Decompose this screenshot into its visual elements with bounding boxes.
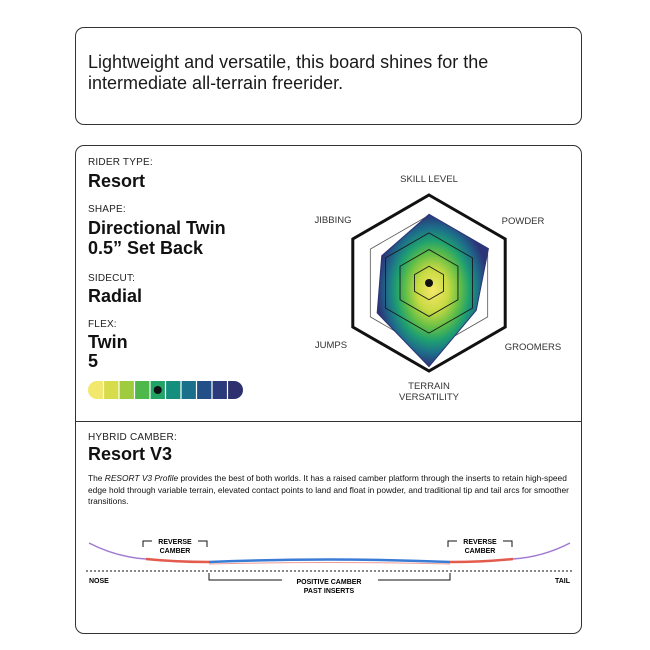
positive-camber-line (209, 560, 450, 563)
flex-value-line1: Twin (88, 332, 128, 352)
tagline-text: Lightweight and versatile, this board shines for the intermediate all-terrain freerider. (88, 52, 489, 93)
rider-type-label: RIDER TYPE: (88, 157, 153, 168)
tail-label: TAIL (554, 578, 570, 585)
camber-desc-pre: The (88, 473, 105, 483)
radar-value-shape (377, 214, 488, 366)
sidecut-label: SIDECUT: (88, 273, 136, 284)
shape-value-line2: 0.5” Set Back (88, 238, 204, 258)
flex-segment (181, 381, 197, 399)
sidecut-value: Radial (88, 286, 143, 306)
camber-profile-diagram (76, 531, 583, 606)
tail-tip-arc (513, 543, 570, 559)
shape-value-line1: Directional Twin (88, 218, 226, 238)
nose-label: NOSE (89, 578, 109, 585)
radar-center-dot (425, 279, 433, 287)
camber-desc-post: provides the best of both worlds. It has a raised camber platform through the inserts to retain high-speed edge hold through variable terrain, elevated contact points to land and float in powder, and traditional tip and tail arcs for smoother transitions. (88, 473, 569, 506)
flex-segment (135, 381, 151, 399)
specs-card (75, 145, 582, 634)
camber-desc-italic: RESORT V3 Profile (104, 473, 179, 483)
shape-label: SHAPE: (88, 204, 126, 215)
reverse-left-label-2: CAMBER (159, 548, 191, 555)
flex-rating-dot (154, 386, 162, 394)
rider-type-value: Resort (88, 171, 146, 191)
section-divider (76, 421, 581, 422)
positive-label-2: PAST INSERTS (303, 588, 355, 595)
terrain-radar-chart (301, 166, 576, 416)
flex-segment (166, 381, 182, 399)
positive-label-1: POSITIVE CAMBER (296, 579, 362, 586)
flex-rating-bar (88, 381, 243, 399)
reverse-camber-left-line (146, 559, 209, 562)
radar-axis-label: POWDER (501, 216, 545, 227)
radar-axis-label: GROOMERS (504, 342, 562, 353)
nose-tip-arc (89, 543, 146, 559)
radar-axis-label: JIBBING (314, 215, 352, 226)
radar-axis-label: SKILL LEVEL (400, 174, 458, 185)
base-line (209, 563, 450, 565)
flex-segment (228, 381, 244, 399)
radar-axis-label-line2: VERSATILITY (398, 392, 460, 403)
reverse-right-label-1: REVERSE (463, 539, 497, 546)
flex-segment (119, 381, 135, 399)
flex-label: FLEX: (88, 319, 117, 330)
flex-segment (212, 381, 228, 399)
camber-value: Resort V3 (88, 444, 173, 464)
flex-segment (88, 381, 104, 399)
radar-axis-label: TERRAIN (408, 381, 450, 392)
reverse-camber-right-line (450, 559, 513, 562)
camber-description (88, 473, 578, 508)
flex-segment (197, 381, 213, 399)
radar-axis-label: JUMPS (314, 340, 348, 351)
reverse-right-label-2: CAMBER (464, 548, 496, 555)
camber-label: HYBRID CAMBER: (88, 432, 177, 443)
tagline-card (75, 27, 582, 125)
reverse-left-label-1: REVERSE (158, 539, 192, 546)
flex-value-line2: 5 (88, 351, 99, 371)
flex-segment (104, 381, 120, 399)
